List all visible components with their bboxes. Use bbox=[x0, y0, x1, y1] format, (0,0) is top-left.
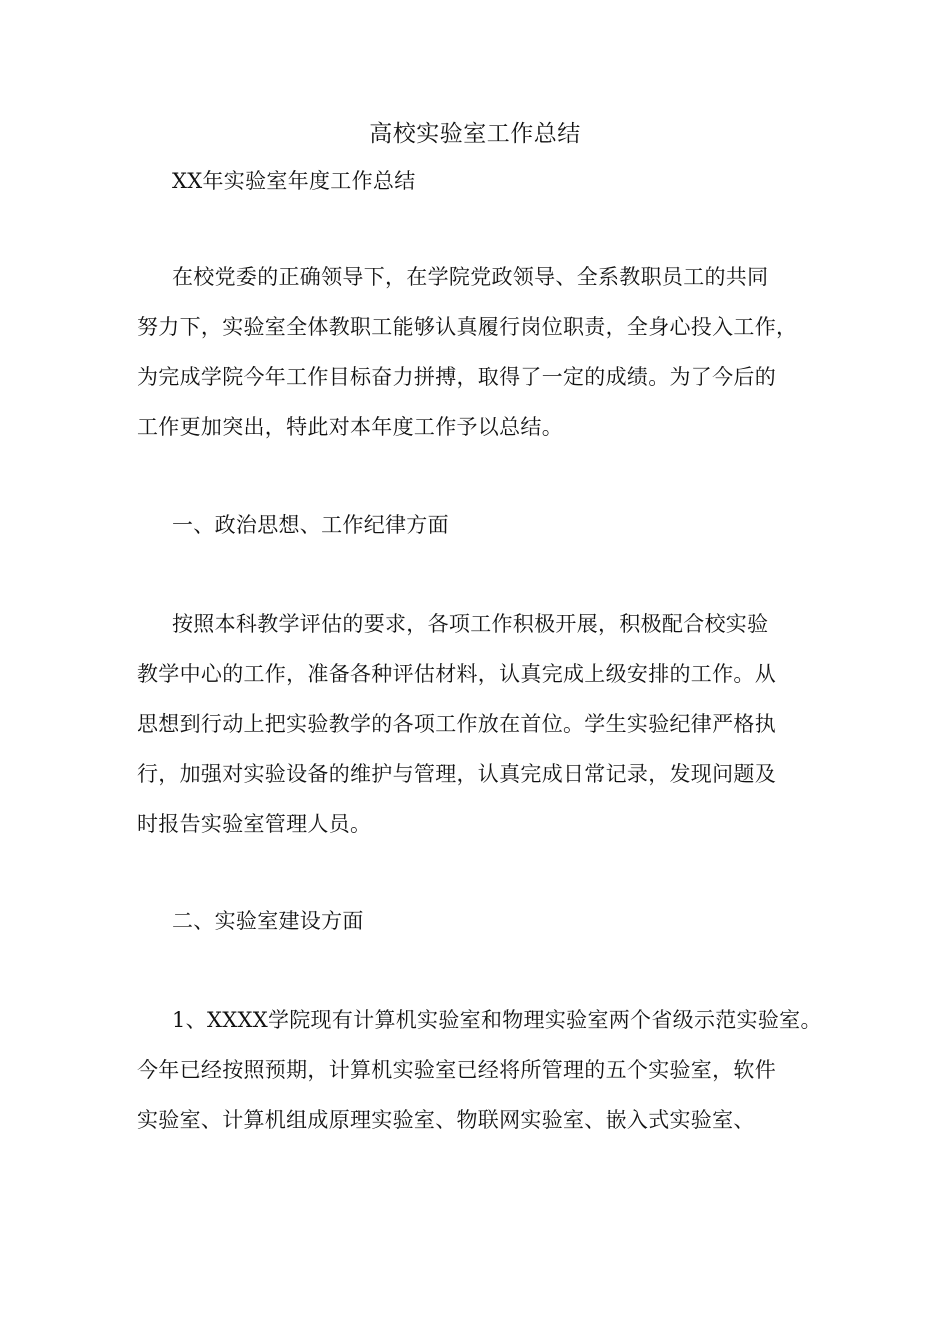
paragraph-line: 努力下，实验室全体教职工能够认真履行岗位职责，全身心投入工作， bbox=[137, 315, 798, 339]
paragraph-line: 教学中心的工作，准备各种评估材料，认真完成上级安排的工作。从 bbox=[137, 662, 776, 686]
paragraph-line: 行，加强对实验设备的维护与管理，认真完成日常记录，发现问题及 bbox=[137, 762, 776, 786]
document-subtitle: XX年实验室年度工作总结 bbox=[172, 169, 416, 193]
paragraph-line: 为完成学院今年工作目标奋力拼搏，取得了一定的成绩。为了今后的 bbox=[137, 365, 776, 389]
paragraph-line: 1、XXXX学院现有计算机实验室和物理实验室两个省级示范实验室。 bbox=[172, 1008, 822, 1032]
document-title: 高校实验室工作总结 bbox=[369, 121, 581, 147]
paragraph-line: 工作更加突出，特此对本年度工作予以总结。 bbox=[137, 415, 563, 439]
paragraph-line: 思想到行动上把实验教学的各项工作放在首位。学生实验纪律严格执 bbox=[137, 712, 776, 736]
section-heading-lab-construction: 二、实验室建设方面 bbox=[172, 909, 364, 933]
paragraph-line: 在校党委的正确领导下，在学院党政领导、全系教职员工的共同 bbox=[172, 265, 769, 289]
paragraph-line: 今年已经按照预期，计算机实验室已经将所管理的五个实验室，软件 bbox=[137, 1058, 776, 1082]
paragraph-line: 实验室、计算机组成原理实验室、物联网实验室、嵌入式实验室、 bbox=[137, 1108, 755, 1132]
paragraph-line: 时报告实验室管理人员。 bbox=[137, 812, 372, 836]
section-heading-politics: 一、政治思想、工作纪律方面 bbox=[172, 513, 449, 537]
paragraph-line: 按照本科教学评估的要求，各项工作积极开展，积极配合校实验 bbox=[172, 612, 769, 636]
